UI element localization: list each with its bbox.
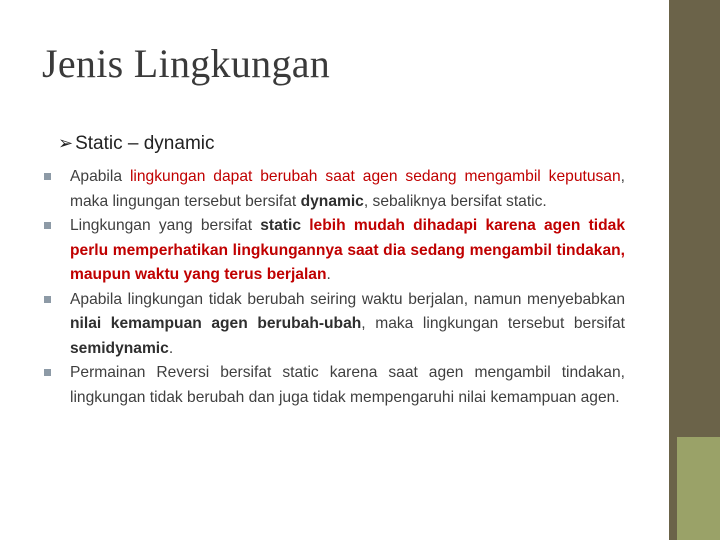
bullet-text-segment: , sebaliknya bersifat static.: [363, 192, 547, 210]
bullet-item: [44, 288, 625, 362]
bullet-item: [44, 214, 625, 288]
bullet-item: [44, 361, 625, 410]
arrow-bullet-icon: ➢: [58, 133, 74, 153]
decorative-sidebar-accent: [677, 437, 720, 540]
slide-title: Jenis Lingkungan: [42, 41, 331, 86]
bullet-list: [44, 165, 625, 410]
subheading-text: Static – dynamic: [75, 133, 215, 154]
bullet-text-segment: static: [260, 217, 301, 234]
square-bullet-icon: [44, 296, 51, 303]
subheading: [58, 133, 215, 155]
bullet-text-segment: Apabila lingkungan tidak berubah seiring waktu berjalan, namun menyebabkan: [70, 290, 625, 308]
square-bullet-icon: [44, 222, 51, 229]
bullet-text-segment: [301, 217, 309, 234]
bullet-text-segment: , maka lingkungan tersebut bersifat: [361, 315, 625, 332]
bullet-text-segment: semidynamic: [70, 339, 169, 357]
bullet-text-segment: .: [326, 266, 331, 283]
square-bullet-icon: [44, 173, 51, 180]
bullet-text-segment: lebih mudah dihadapi karena agen tidak perlu memperhatikan lingkungannya saat dia sedang mengambil tindakan, maupun waktu yang terus berjalan: [70, 217, 625, 283]
bullet-text-segment: Lingkungan yang bersifat: [70, 217, 261, 234]
bullet-text-segment: dynamic: [300, 192, 364, 210]
bullet-text-segment: .: [168, 339, 174, 357]
bullet-text-segment: Apabila: [70, 168, 130, 185]
bullet-text-segment: , maka lingungan tersebut bersifat: [70, 168, 625, 210]
bullet-text-segment: lingkungan dapat berubah saat agen sedang mengambil keputusan: [129, 168, 621, 185]
bullet-text-segment: Permainan Reversi bersifat static karena saat agen mengambil tindakan, lingkungan tidak berubah dan juga tidak mempengaruhi nilai kemampuan agen.: [70, 364, 625, 406]
bullet-text-segment: nilai kemampuan agen berubah-ubah: [70, 315, 362, 332]
bullet-item: [44, 165, 625, 214]
square-bullet-icon: [44, 369, 51, 376]
